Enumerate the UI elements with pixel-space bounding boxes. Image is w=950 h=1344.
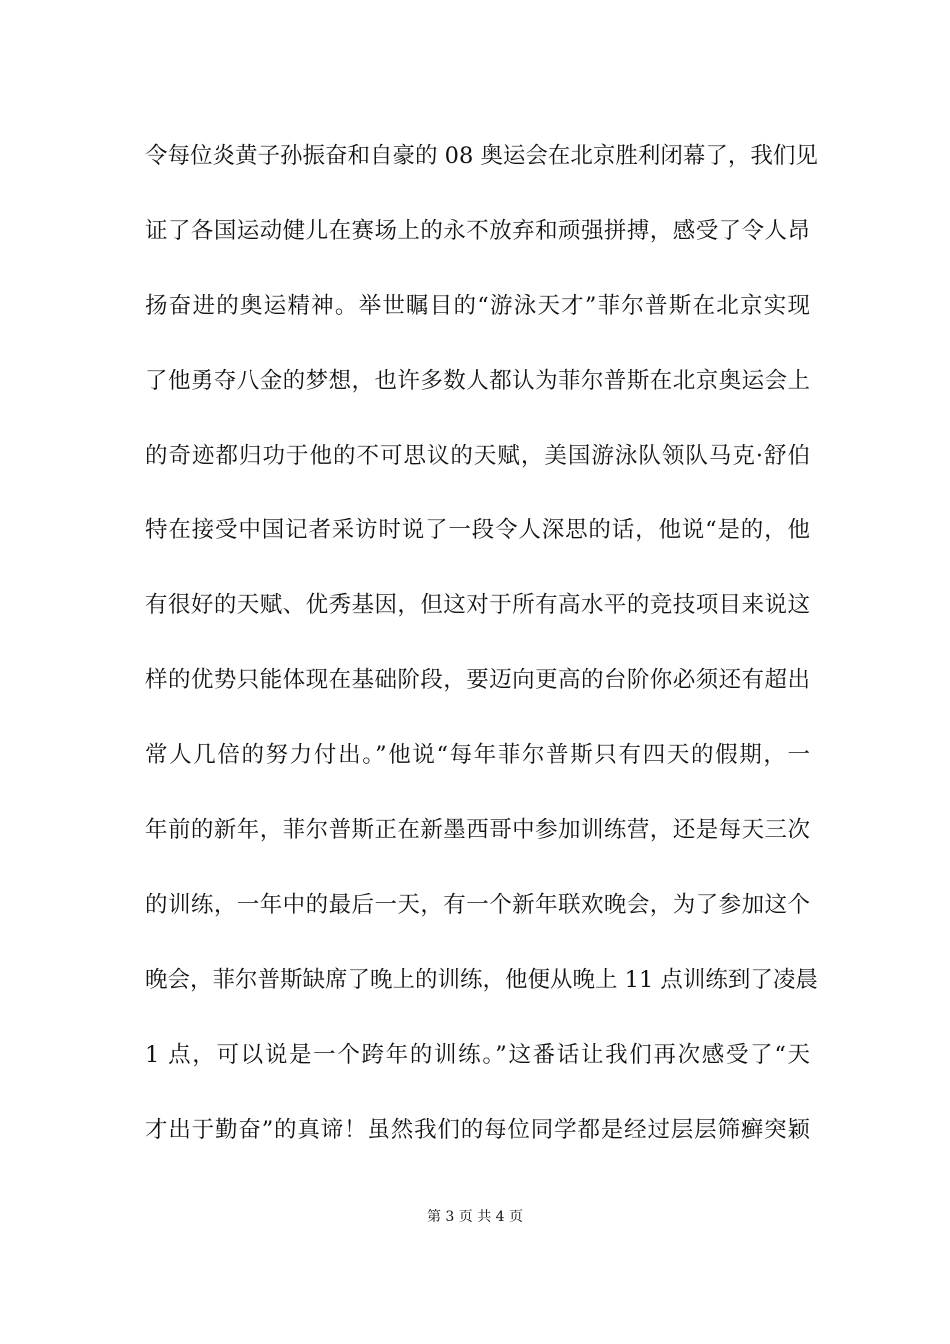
text-line: 有很好的天赋、优秀基因，但这对于所有高水平的竞技项目来说这	[145, 592, 810, 619]
text-line: 晚会，菲尔普斯缺席了晚上的训练，他便从晚上 11 点训练到了凌晨	[145, 966, 818, 993]
body-text	[145, 134, 818, 1182]
text-line: 的奇迹都归功于他的不可思议的天赋，美国游泳队领队马克·舒伯	[145, 442, 810, 469]
text-line: 扬奋进的奥运精神。举世瞩目的“游泳天才”菲尔普斯在北京实现	[145, 292, 810, 319]
text-line: 的训练，一年中的最后一天，有一个新年联欢晚会，为了参加这个	[145, 891, 810, 918]
text-line: 令每位炎黄子孙振奋和自豪的 08 奥运会在北京胜利闭幕了，我们见	[145, 143, 818, 169]
text-line: 了他勇夺八金的梦想，也许多数人都认为菲尔普斯在北京奥运会上	[145, 367, 810, 394]
text-line: 1 点，可以说是一个跨年的训练。”这番话让我们再次感受了“天	[145, 1041, 810, 1068]
text-line: 特在接受中国记者采访时说了一段令人深思的话，他说“是的，他	[145, 517, 810, 544]
page-footer: 第 3 页 共 4 页	[426, 1209, 524, 1225]
text-line: 证了各国运动健儿在赛场上的永不放弃和顽强拼搏，感受了令人昂	[145, 217, 810, 244]
text-line: 年前的新年，菲尔普斯正在新墨西哥中参加训练营，还是每天三次	[145, 817, 810, 844]
text-line: 才出于勤奋”的真谛！虽然我们的每位同学都是经过层层筛癣突颖	[145, 1116, 810, 1143]
text-line: 样的优势只能体现在基础阶段，要迈向更高的台阶你必须还有超出	[145, 667, 810, 694]
text-line: 常人几倍的努力付出。”他说“每年菲尔普斯只有四天的假期，一	[145, 742, 810, 769]
